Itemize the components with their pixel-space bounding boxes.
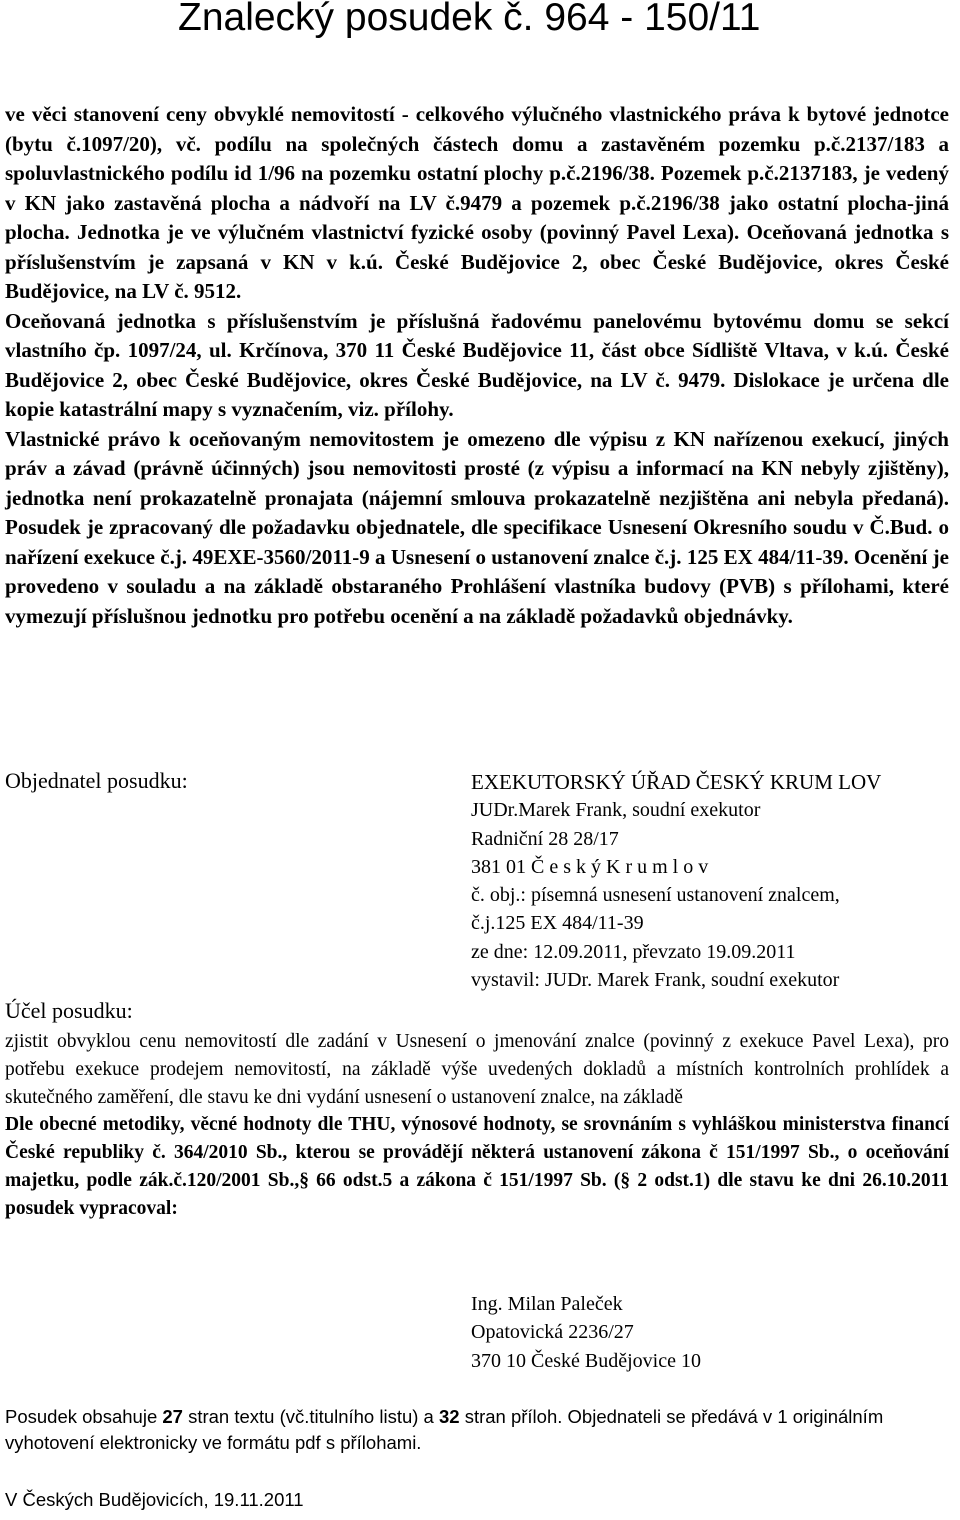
text-page-count: 27: [162, 1406, 183, 1427]
orderer-line: č. obj.: písemná usnesení ustanovení znalcem,: [471, 884, 840, 907]
purpose-method: Dle obecné metodiky, věcné hodnoty dle THU, výnosové hodnoty, se srovnáním s vyhláškou ministerstva financí České republiky č. 364/2010 Sb., kterou se provádějí některá ustanovení zákona č 151/1997 Sb., o oceňování majetku, podle zák.č.120/2001 Sb.,§ 66 odst.5 a zákona č 151/1997 Sb. (§ 2 odst.1) dle stavu ke dni 26.10.2011 posudek vypracoval:: [5, 1114, 949, 1219]
intro-paragraph-location: Oceňovaná jednotka s příslušenstvím je příslušná řadovému panelovému bytovému domu se sekcí vlastního čp. 1097/24, ul. Krčínova, 370 11 České Budějovice 11, část obce Sídliště Vltava, v k.ú. České Budějovice 2, obec České Budějovice, okres České Budějovice, na LV č. 9479. Dislokace je určena dle kopie katastrální mapy s vyznačením, viz. přílohy.: [5, 308, 949, 421]
page-count-summary: [5, 1404, 949, 1456]
intro-section: [5, 100, 949, 631]
purpose-text: zjistit obvyklou cenu nemovitostí dle zadání v Usnesení o jmenování znalce (povinný z exekuce Pavel Lexa), pro potřebu exekuce prodejem nemovitostí, na základě výše uvedených dokladů a místních kontrolních prohlídek a skutečného zaměření, dle stavu ke dni vydání usnesení o ustanovení znalce, na základě: [5, 1031, 949, 1108]
orderer-label: Objednatel posudku:: [5, 768, 188, 793]
orderer-block: [471, 768, 881, 994]
summary-text: stran příloh. Objednateli se předává v 1 originálním vyhotovení elektronicky ve formátu pdf s přílohami.: [5, 1406, 884, 1453]
expert-line: Opatovická 2236/27: [471, 1321, 634, 1344]
orderer-line: č.j.125 EX 484/11-39: [471, 912, 644, 935]
document-title: Znalecký posudek č. 964 - 150/11: [178, 0, 761, 39]
expert-line: Ing. Milan Paleček: [471, 1293, 623, 1315]
orderer-line: ze dne: 12.09.2011, převzato 19.09.2011: [471, 940, 796, 963]
orderer-line: 381 01 Č e s k ý K r u m l o v: [471, 855, 709, 878]
expert-block: [471, 1290, 701, 1375]
orderer-line: Radniční 28 28/17: [471, 827, 619, 850]
purpose-section: [5, 1028, 949, 1223]
orderer-line: EXEKUTORSKÝ ÚŘAD ČESKÝ KRUM LOV: [471, 770, 882, 794]
intro-paragraph-subject: ve věci stanovení ceny obvyklé nemovitostí - celkového výlučného vlastnického práva k bytové jednotce (bytu č.1097/20), vč. podílu na společných částech domu a zastavěném pozemku p.č.2137/183 a spoluvlastnického podílu id 1/96 na pozemku ostatní plochy p.č.2196/38. Pozemek p.č.2137183, je vedený v KN jako zastavěná plocha a nádvoří na LV č.9479 a pozemek p.č.2196/38 jako ostatní plocha-jiná plocha. Jednotka je ve výlučném vlastnictví fyzické osoby (povinný Pavel Lexa). Oceňovaná jednotka s příslušenstvím je zapsaná v KN v k.ú. České Budějovice 2, obec České Budějovice, okres České Budějovice, na LV č. 9512.: [5, 102, 949, 303]
summary-text: stran textu (vč.titulního listu) a: [182, 1406, 439, 1427]
purpose-label: Účel posudku:: [5, 998, 133, 1023]
intro-paragraph-rights: Vlastnické právo k oceňovaným nemovitostem je omezeno dle výpisu z KN nařízenou exekucí, jiných práv a závad (právně účinných) jsou nemovitosti prosté (z výpisu a informací na KN nebyly zjištěny), jednotka není prokazatelně pronajata (nájemní smlouva prokazatelně nezjištěna ani nebyla předaná). Posudek je zpracovaný dle požadavku objednatele, dle specifikace Usnesení Okresního soudu v Č.Bud. o nařízení exekuce č.j. 49EXE-3560/2011-9 a Usnesení o ustanovení znalce č.j. 125 EX 484/11-39. Ocenění je provedeno v souladu a na základě obstaraného Prohlášení vlastníka budovy (PVB) s přílohami, které vymezují příslušnou jednotku pro potřebu ocenění a na základě požadavků objednávky.: [5, 426, 949, 628]
annex-page-count: 32: [438, 1406, 460, 1427]
orderer-line: JUDr.Marek Frank, soudní exekutor: [471, 799, 761, 822]
summary-text: Posudek obsahuje: [5, 1406, 163, 1427]
orderer-line: vystavil: JUDr. Marek Frank, soudní exekutor: [471, 969, 840, 992]
place-date: V Českých Budějovicích, 19.11.2011: [5, 1489, 304, 1510]
expert-line: 370 10 České Budějovice 10: [471, 1349, 701, 1372]
